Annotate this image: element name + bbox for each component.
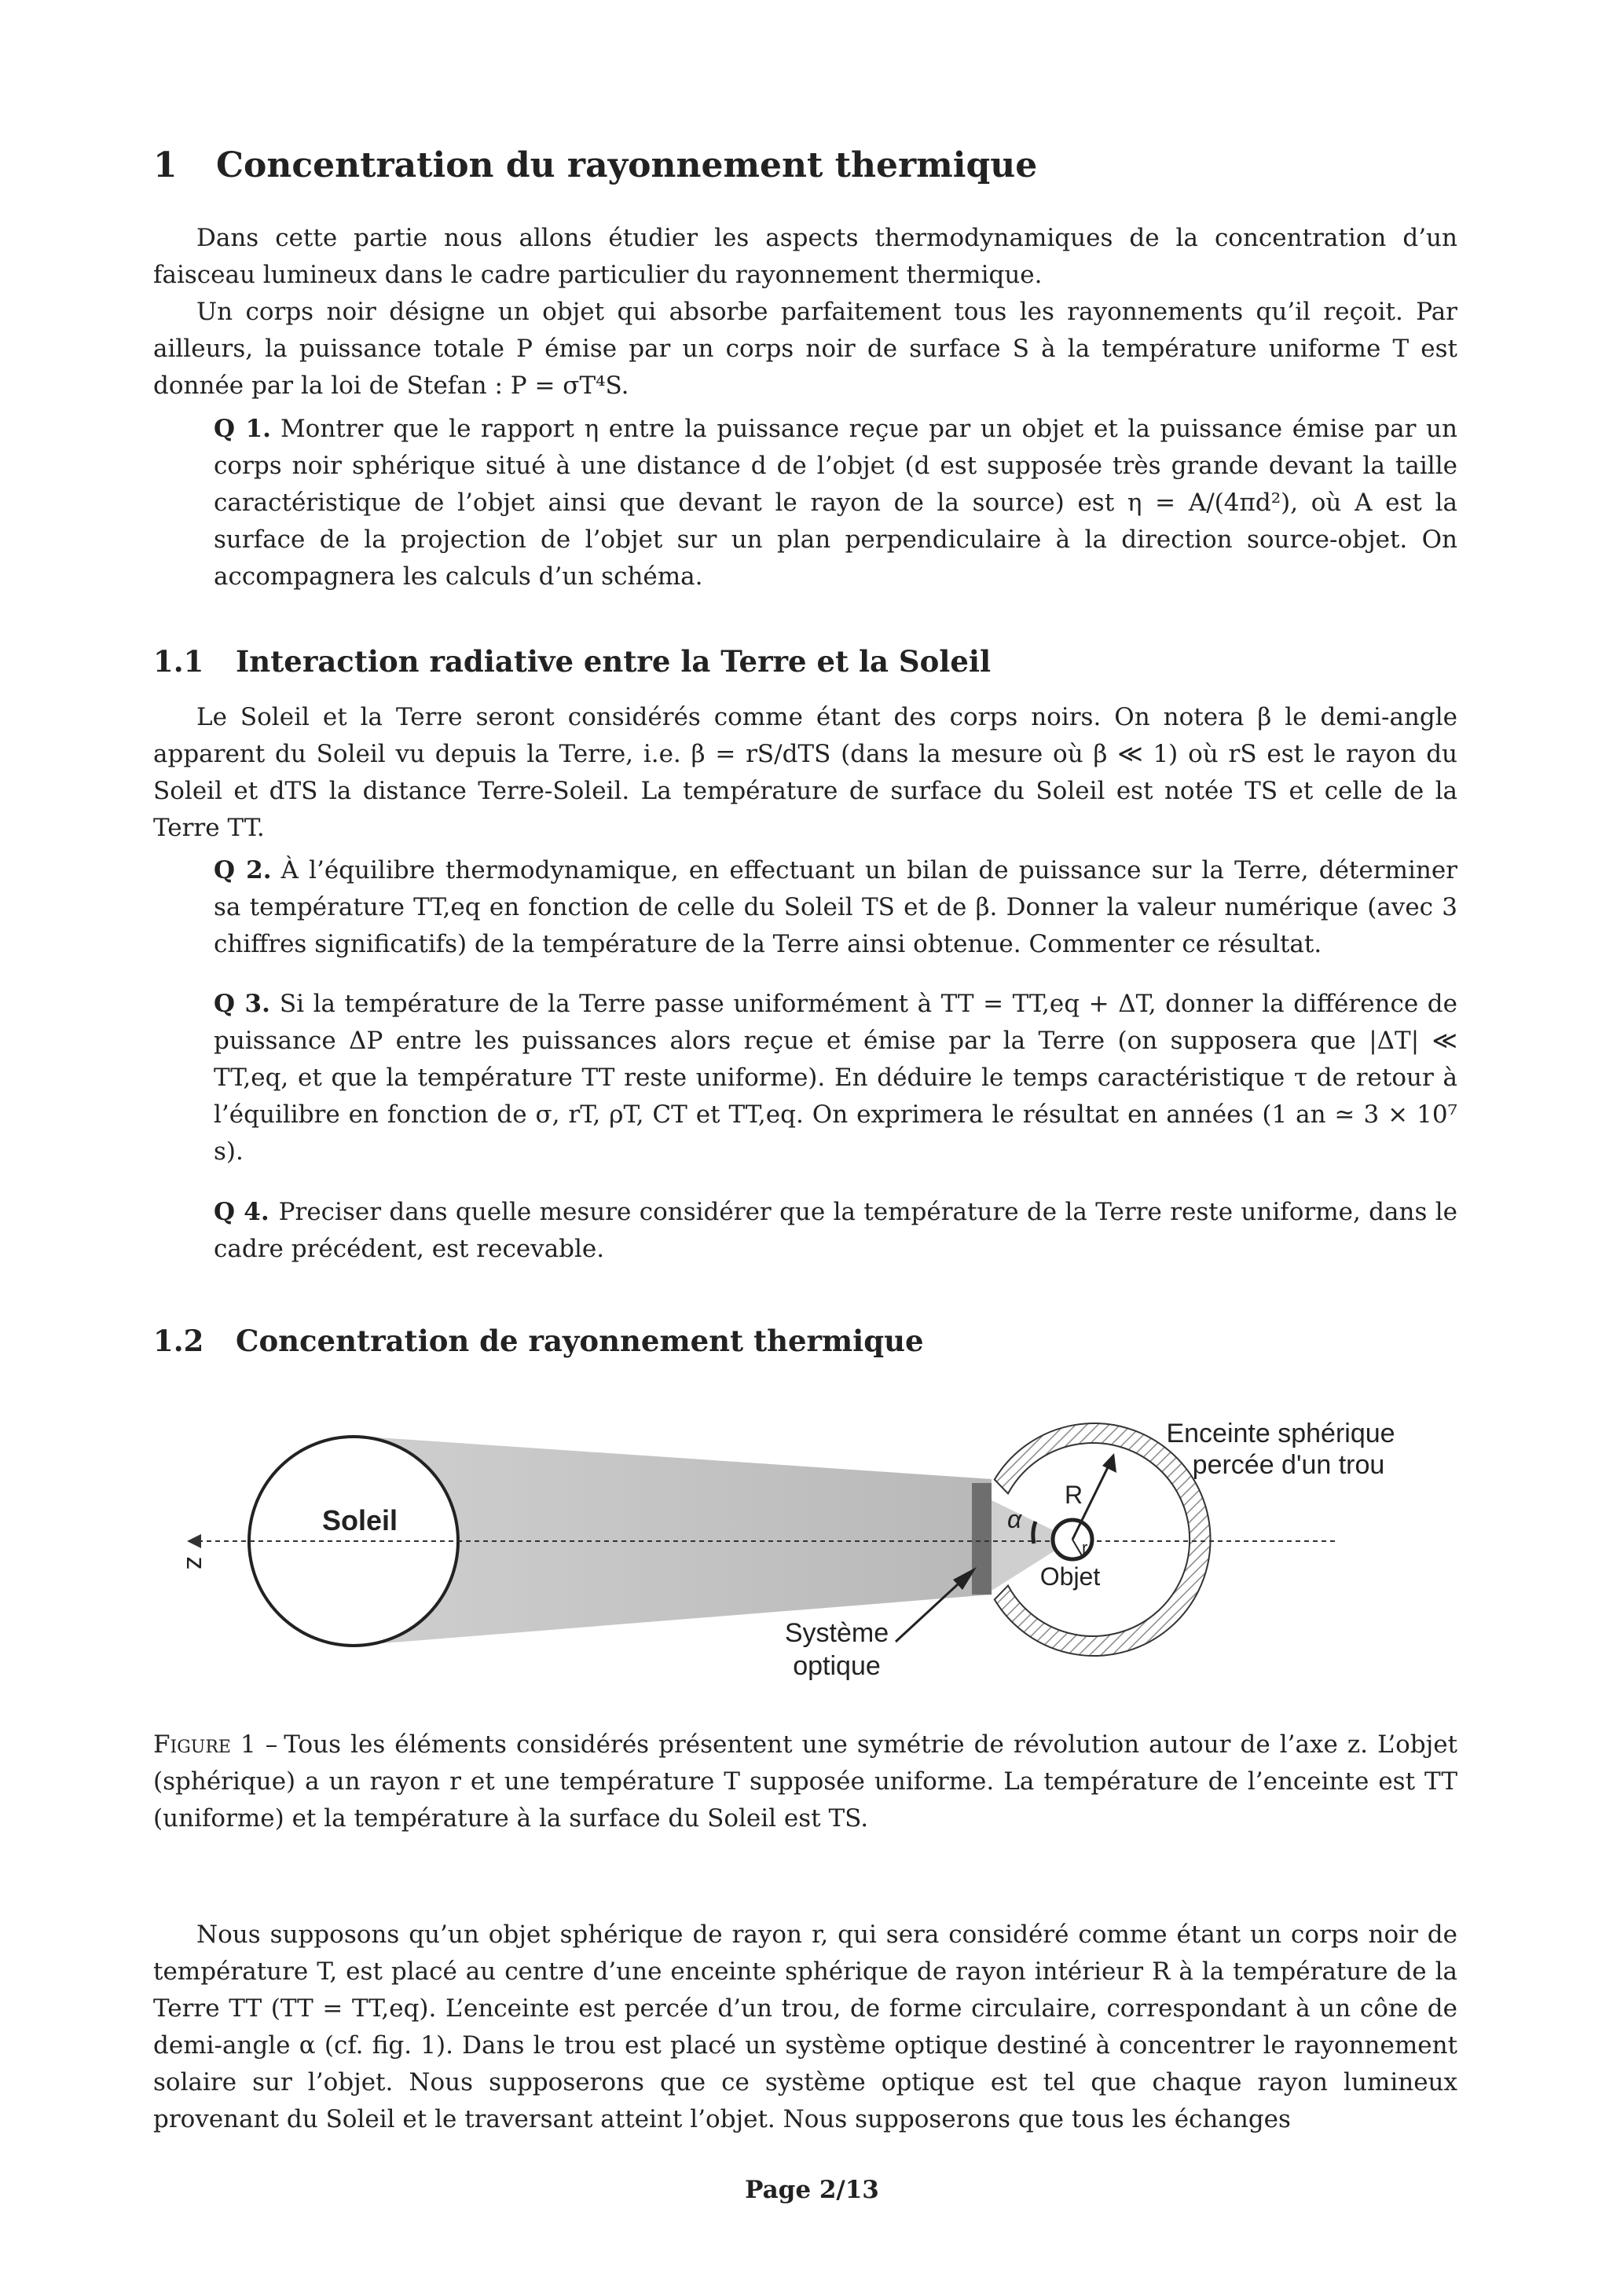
final-paragraph: Nous supposons qu’un objet sphérique de rayon r, qui sera considéré comme étant un corps noir de température T, est placé au centre d’une enceinte sphérique de rayon intérieur R à la température de la Terre TT (TT = TT,eq). L’enceinte est percée d’un trou, de forme circulaire, correspondant à un cône de demi-angle α (cf. fig. 1). Dans le trou est placé un système optique destiné à concentrer le rayonnement solaire sur l’objet. Nous supposerons que ce système optique est tel que chaque rayon lumineux provenant du Soleil et le traversant atteint l’objet. Nous supposerons que tous les échanges [153,1921,1457,2133]
enclosure-label-line2: percée d'un trou [1192,1450,1385,1480]
question-label: Q 4. [214,1198,269,1226]
radius-R-arrowhead [1102,1453,1116,1473]
figure-label: Figure 1 – [153,1730,278,1759]
question-text: À l’équilibre thermodynamique, en effectuant un bilan de puissance sur la Terre, déterminer sa température TT,eq en fonction de celle du Soleil TS et de β. Donner la valeur numérique (avec 3 chiffres significatifs) de la température de la Terre ainsi obtenue. Commenter ce résultat. [214,856,1457,958]
intro-paragraph-2: Un corps noir désigne un objet qui absorbe parfaitement tous les rayonnements qu’il reçoit. Par ailleurs, la puissance totale P émise par un corps noir de surface S à la température uniforme T est donnée par la loi de Stefan : P = σT⁴S. [153,298,1457,400]
object-label: Objet [1039,1562,1101,1591]
radius-r-label: r [1082,1538,1088,1558]
section-number: 1.1 [153,644,204,679]
enclosure-label-line1: Enceinte sphérique [1166,1419,1395,1448]
caption-text: Tous les éléments considérés présentent une symétrie de révolution autour de l’axe z. L’objet (sphérique) a un rayon r et une température T supposée uniforme. La température de l’enceinte est TT (uniforme) et la température à la surface du Soleil est TS. [153,1730,1457,1833]
sun-label: Soleil [321,1504,398,1536]
z-axis-label: z [181,1556,211,1570]
page-footer: Page 2/13 [745,2176,879,2204]
question-text: Preciser dans quelle mesure considérer que la température de la Terre reste uniforme, dans le cadre précédent, est recevable. [214,1198,1457,1263]
section-1-1-paragraph: Le Soleil et la Terre seront considérés comme étant des corps noirs. On notera β le demi-angle apparent du Soleil vu depuis la Terre, i.e. β = rS/dTS (dans la mesure où β ≪ 1) où rS est le rayon du Soleil et dTS la distance Terre-Soleil. La température de surface du Soleil est notée TS et celle de la Terre TT. [153,703,1457,842]
optical-system [972,1483,992,1595]
z-axis-arrowhead [187,1534,201,1548]
radius-R-label: R [1065,1481,1083,1509]
question-label: Q 3. [214,990,270,1018]
question-text: Si la température de la Terre passe uniformément à TT = TT,eq + ΔT, donner la différence de puissance ΔP entre les puissances alors reçue et émise par la Terre (on supposera que |ΔT| ≪ TT,eq, et que la température TT reste uniforme). En déduire le temps caractéristique τ de retour à l’équilibre en fonction de σ, rT, ρT, CT et TT,eq. On exprimera le résultat en années (1 an ≃ 3 × 10⁷ s). [214,990,1457,1166]
question-label: Q 2. [214,856,272,884]
section-number: 1.2 [153,1324,204,1358]
question-text: Montrer que le rapport η entre la puissance reçue par un objet et la puissance émise par un corps noir sphérique situé à une distance d de l’objet (d est supposée très grande devant la taille caractéristique de l’objet ainsi que devant le rayon de la source) est η = A/(4πd²), où A est la surface de la projection de l’objet sur un plan perpendiculaire à la direction source-objet. On accompagnera les calculs d’un schéma. [214,415,1457,591]
alpha-label: α [1007,1505,1022,1533]
intro-paragraph-1: Dans cette partie nous allons étudier les aspects thermodynamiques de la concentration d’un faisceau lumineux dans le cadre particulier du rayonnement thermique. [153,224,1457,289]
section-number: 1 [153,145,178,185]
section-title: Concentration du rayonnement thermique [216,145,1038,185]
question-label: Q 1. [214,415,271,443]
section-title: Concentration de rayonnement thermique [236,1324,924,1358]
figure-1-caption [153,1727,1457,1837]
optics-label-line1: Système [784,1618,889,1648]
optics-label-line2: optique [793,1651,881,1681]
section-title: Interaction radiative entre la Terre et la Soleil [236,644,992,679]
